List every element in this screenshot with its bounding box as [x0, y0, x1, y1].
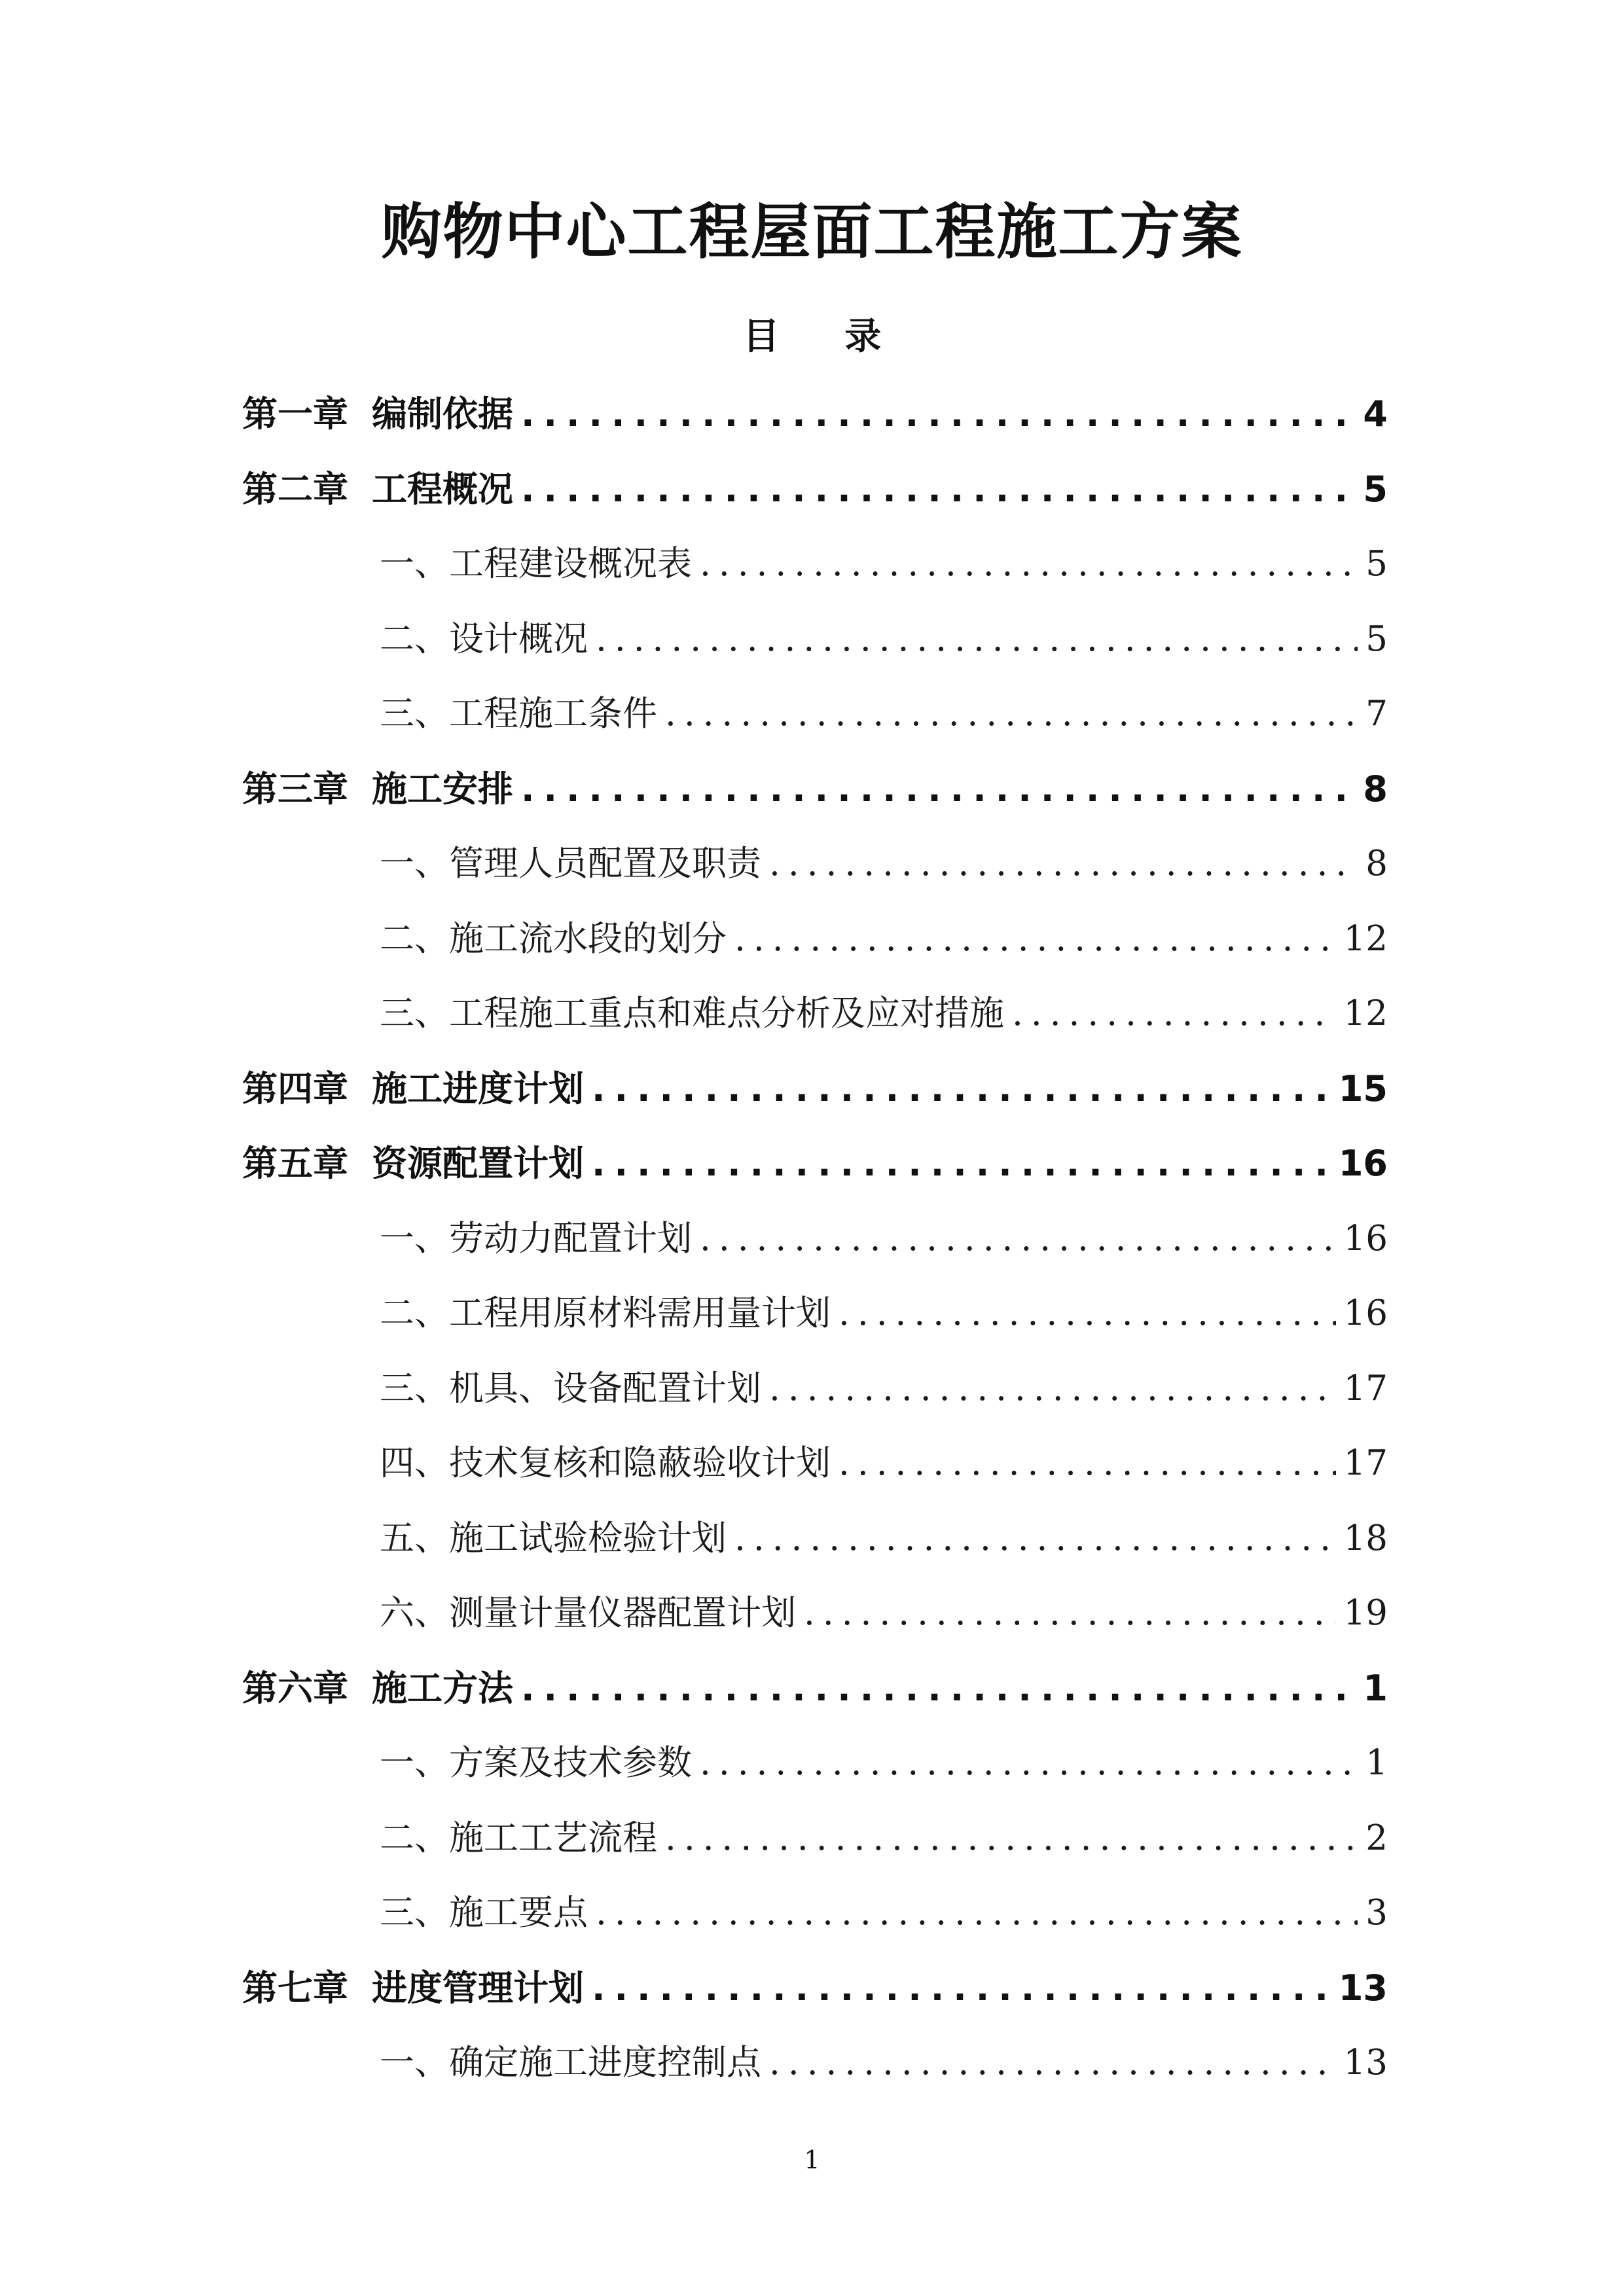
toc-page-number: 16	[1338, 1143, 1388, 1184]
toc-section-entry[interactable]	[242, 1734, 1388, 1809]
toc-dot-leader	[734, 910, 1336, 969]
toc-page-number: 1	[1365, 1743, 1388, 1783]
toc-chapter-number: 第三章	[242, 768, 348, 810]
toc-page-number: 18	[1343, 1518, 1388, 1558]
toc-heading: 目 录	[742, 315, 908, 358]
toc-page-number: 4	[1363, 393, 1388, 435]
toc-entry-title: 工程概况	[372, 468, 513, 510]
toc-entry-title: 施工安排	[372, 768, 513, 810]
toc-entry-title: 施工进度计划	[372, 1067, 584, 1109]
toc-chapter-number: 第五章	[242, 1143, 348, 1184]
toc-page-number: 5	[1365, 619, 1388, 659]
toc-section-entry[interactable]	[242, 610, 1388, 685]
toc-section-entry[interactable]	[242, 1359, 1388, 1435]
toc-chapter-entry[interactable]	[242, 460, 1388, 535]
toc-dot-leader	[596, 610, 1358, 669]
toc-dot-leader	[596, 1884, 1358, 1943]
toc-page-number: 15	[1338, 1067, 1388, 1109]
toc-chapter-entry[interactable]	[242, 760, 1388, 835]
toc-entry-title: 二、工程用原材料需用量计划	[380, 1293, 831, 1333]
toc-chapter-entry[interactable]	[242, 1134, 1388, 1210]
toc-entry-title: 一、方案及技术参数	[380, 1743, 692, 1783]
toc-chapter-number: 第四章	[242, 1067, 348, 1109]
toc-entry-title: 一、劳动力配置计划	[380, 1218, 692, 1259]
toc-chapter-number: 第七章	[242, 1967, 348, 2009]
toc-dot-leader	[521, 385, 1355, 444]
document-title: 购物中心工程屋面工程施工方案	[381, 197, 1243, 267]
toc-dot-leader	[769, 834, 1358, 893]
toc-entry-title: 施工方法	[372, 1667, 513, 1709]
toc-page-number: 17	[1343, 1443, 1388, 1483]
toc-page-number: 5	[1365, 544, 1388, 584]
toc-entry-title: 三、机具、设备配置计划	[380, 1368, 761, 1408]
toc-page-number: 7	[1365, 694, 1388, 734]
toc-dot-leader	[700, 535, 1358, 594]
toc-section-entry[interactable]	[242, 535, 1388, 610]
toc-dot-leader	[665, 685, 1358, 744]
toc-entry-title: 一、管理人员配置及职责	[380, 844, 761, 884]
toc-page-number: 16	[1343, 1293, 1388, 1333]
toc-section-entry[interactable]	[242, 1809, 1388, 1884]
toc-page-number: 16	[1343, 1218, 1388, 1259]
toc-chapter-entry[interactable]	[242, 1060, 1388, 1135]
toc-dot-leader	[700, 1734, 1358, 1793]
toc-page-number: 8	[1365, 844, 1388, 884]
toc-dot-leader	[804, 1584, 1336, 1643]
toc-page-number: 3	[1365, 1893, 1388, 1933]
toc-dot-leader	[521, 1659, 1355, 1718]
toc-page-number: 12	[1343, 994, 1388, 1033]
toc-section-entry[interactable]	[242, 2034, 1388, 2109]
toc-page-number: 12	[1343, 918, 1388, 959]
toc-entry-title: 二、施工工艺流程	[380, 1818, 657, 1858]
toc-chapter-entry[interactable]	[242, 1959, 1388, 2034]
toc-page-number: 13	[1338, 1967, 1388, 2009]
toc-page-number: 1	[1363, 1667, 1388, 1709]
toc-dot-leader	[839, 1284, 1336, 1343]
toc-section-entry[interactable]	[242, 1284, 1388, 1359]
toc-section-entry[interactable]	[242, 1509, 1388, 1585]
toc-section-entry[interactable]	[242, 834, 1388, 910]
toc-dot-leader	[700, 1210, 1336, 1268]
toc-chapter-entry[interactable]	[242, 385, 1388, 460]
toc-chapter-number: 第六章	[242, 1667, 348, 1709]
toc-chapter-number: 第一章	[242, 393, 348, 435]
toc-entry-title: 五、施工试验检验计划	[380, 1518, 727, 1558]
toc-section-entry[interactable]	[242, 984, 1388, 1060]
toc-entry-title: 一、确定施工进度控制点	[380, 2043, 761, 2083]
toc-entry-title: 二、施工流水段的划分	[380, 918, 727, 959]
toc-dot-leader	[769, 1359, 1336, 1418]
toc-dot-leader	[521, 760, 1355, 819]
toc-page-number: 19	[1343, 1593, 1388, 1633]
toc-entry-title: 六、测量计量仪器配置计划	[380, 1593, 796, 1633]
toc-entry-title: 资源配置计划	[372, 1143, 584, 1184]
toc-dot-leader	[839, 1434, 1336, 1493]
toc-section-entry[interactable]	[242, 685, 1388, 760]
toc-page-number: 5	[1363, 468, 1388, 510]
toc-dot-leader	[592, 1959, 1331, 2018]
toc-entry-title: 三、施工要点	[380, 1893, 588, 1933]
toc-entry-title: 编制依据	[372, 393, 513, 435]
toc-dot-leader	[734, 1509, 1336, 1568]
toc-entry-title: 进度管理计划	[372, 1967, 584, 2009]
toc-section-entry[interactable]	[242, 1210, 1388, 1285]
toc-page-number: 8	[1363, 768, 1388, 810]
toc-section-entry[interactable]	[242, 1884, 1388, 1959]
toc-dot-leader	[665, 1809, 1358, 1868]
toc-section-entry[interactable]	[242, 910, 1388, 985]
toc-section-entry[interactable]	[242, 1584, 1388, 1659]
toc-chapter-entry[interactable]	[242, 1659, 1388, 1734]
toc-entry-title: 三、工程施工条件	[380, 694, 657, 734]
toc-dot-leader	[521, 460, 1355, 519]
toc-dot-leader	[769, 2034, 1336, 2092]
toc-entry-title: 一、工程建设概况表	[380, 544, 692, 584]
toc-entry-title: 二、设计概况	[380, 619, 588, 659]
toc-entry-title: 四、技术复核和隐蔽验收计划	[380, 1443, 831, 1483]
toc-dot-leader	[592, 1060, 1331, 1119]
toc-page-number: 17	[1343, 1368, 1388, 1408]
page-number: 1	[804, 2145, 820, 2174]
toc-page-number: 2	[1365, 1818, 1388, 1858]
toc-page-number: 13	[1343, 2043, 1388, 2083]
toc-dot-leader	[1012, 984, 1336, 1043]
toc-section-entry[interactable]	[242, 1434, 1388, 1509]
toc-chapter-number: 第二章	[242, 468, 348, 510]
toc-entry-title: 三、工程施工重点和难点分析及应对措施	[380, 994, 1004, 1033]
table-of-contents	[242, 385, 1388, 2109]
toc-dot-leader	[592, 1134, 1331, 1193]
